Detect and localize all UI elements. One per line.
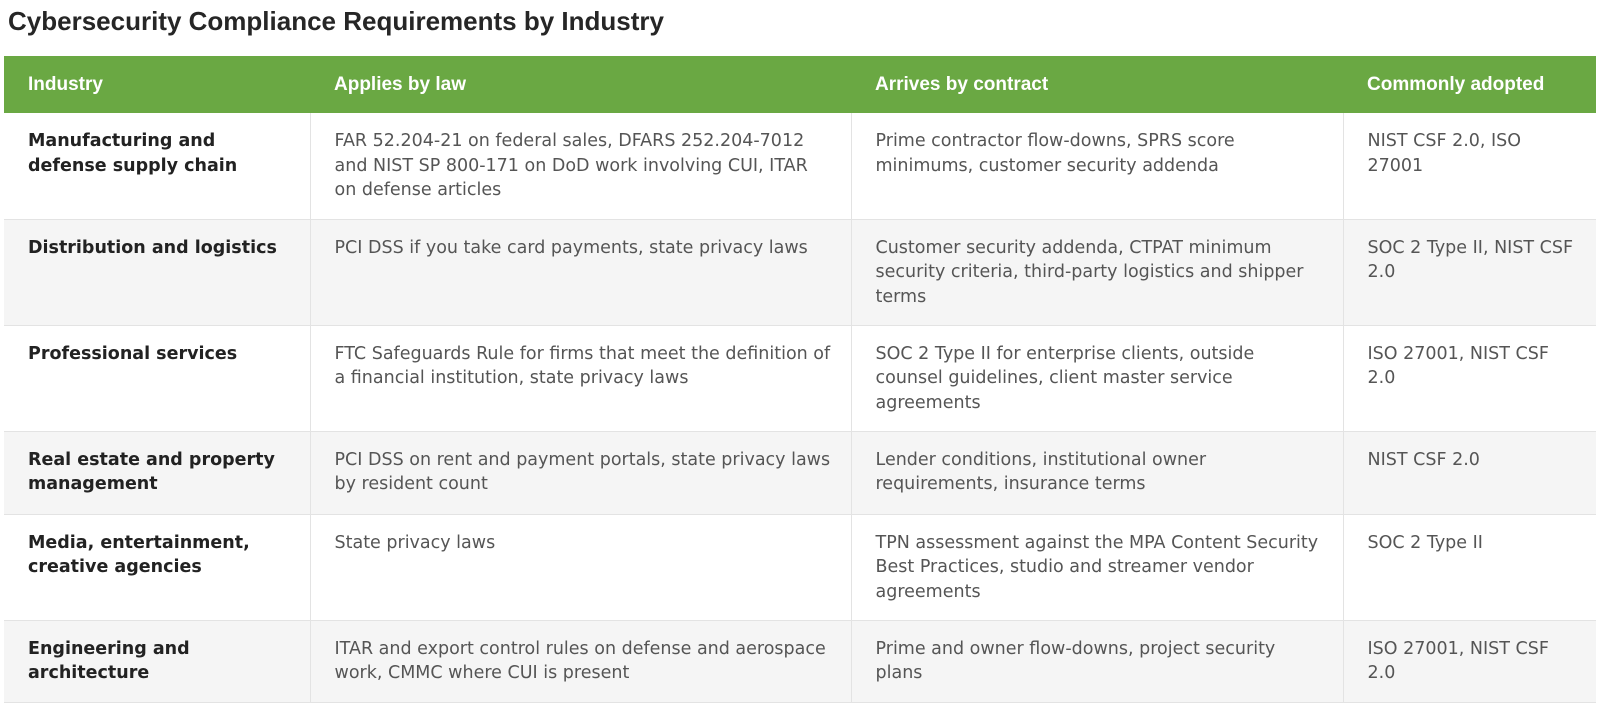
table-row xyxy=(4,219,1596,325)
industry-cell: Manufacturing and defense supply chain xyxy=(4,113,310,219)
column-header-applies-by-law: Applies by law xyxy=(334,73,466,95)
industry-cell: Distribution and logistics xyxy=(4,219,310,325)
adopted-cell: ISO 27001, NIST CSF 2.0 xyxy=(1343,325,1596,431)
contract-cell: Prime contractor flow-downs, SPRS score minimums, customer security addenda xyxy=(851,113,1343,219)
industry-cell: Engineering and architecture xyxy=(4,620,310,702)
adopted-cell: NIST CSF 2.0, ISO 27001 xyxy=(1343,113,1596,219)
contract-cell: Prime and owner flow-downs, project security plans xyxy=(851,620,1343,702)
industry-cell: Professional services xyxy=(4,325,310,431)
column-header-commonly-adopted: Commonly adopted xyxy=(1367,73,1545,95)
law-cell: PCI DSS on rent and payment portals, state privacy laws by resident count xyxy=(310,431,851,514)
law-cell: PCI DSS if you take card payments, state privacy laws xyxy=(310,219,851,325)
contract-cell: Lender conditions, institutional owner requirements, insurance terms xyxy=(851,431,1343,514)
adopted-cell: NIST CSF 2.0 xyxy=(1343,431,1596,514)
adopted-cell: ISO 27001, NIST CSF 2.0 xyxy=(1343,620,1596,702)
table-row xyxy=(4,113,1596,219)
table-row xyxy=(4,514,1596,620)
law-cell: FAR 52.204-21 on federal sales, DFARS 252.204-7012 and NIST SP 800-171 on DoD work involving CUI, ITAR on defense articles xyxy=(310,113,851,219)
column-header-industry: Industry xyxy=(28,73,103,95)
header-row xyxy=(4,56,1596,113)
law-cell: State privacy laws xyxy=(310,514,851,620)
industry-cell: Media, entertainment, creative agencies xyxy=(4,514,310,620)
table-row xyxy=(4,325,1596,431)
table-header xyxy=(4,56,1596,113)
page-title: Cybersecurity Compliance Requirements by Industry xyxy=(8,6,664,36)
industry-cell: Real estate and property management xyxy=(4,431,310,514)
contract-cell: TPN assessment against the MPA Content Security Best Practices, studio and streamer vendor agreements xyxy=(851,514,1343,620)
adopted-cell: SOC 2 Type II, NIST CSF 2.0 xyxy=(1343,219,1596,325)
table-body xyxy=(4,113,1596,702)
contract-cell: SOC 2 Type II for enterprise clients, outside counsel guidelines, client master service agreements xyxy=(851,325,1343,431)
column-header-arrives-by-contract: Arrives by contract xyxy=(875,73,1049,95)
table-row xyxy=(4,620,1596,702)
adopted-cell: SOC 2 Type II xyxy=(1343,514,1596,620)
law-cell: ITAR and export control rules on defense and aerospace work, CMMC where CUI is present xyxy=(310,620,851,702)
table-row xyxy=(4,431,1596,514)
compliance-table xyxy=(4,56,1596,703)
contract-cell: Customer security addenda, CTPAT minimum security criteria, third-party logistics and shipper terms xyxy=(851,219,1343,325)
law-cell: FTC Safeguards Rule for firms that meet the definition of a financial institution, state privacy laws xyxy=(310,325,851,431)
